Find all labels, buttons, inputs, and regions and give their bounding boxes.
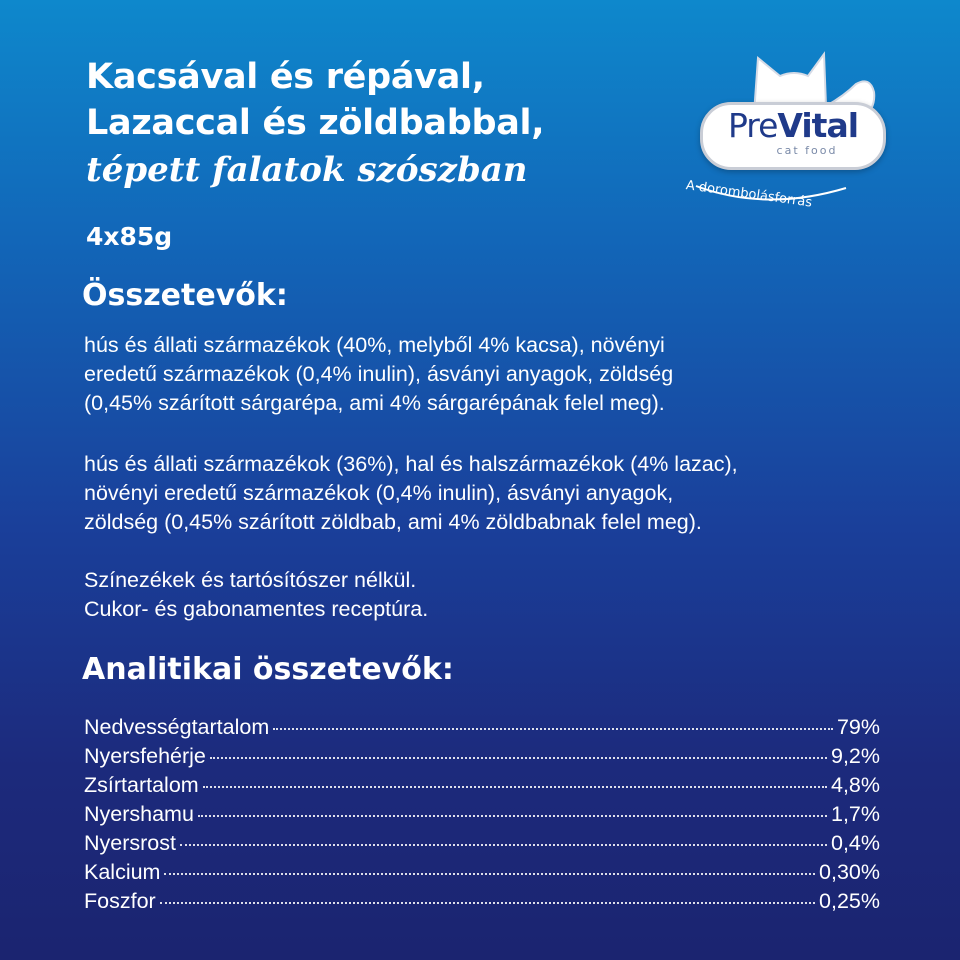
analysis-name: Nyersrost <box>84 831 176 855</box>
title-line-2: Lazaccal és zöldbabbal, <box>86 103 545 143</box>
analysis-row <box>84 742 880 771</box>
analysis-row <box>84 887 880 916</box>
ingredients-p2-line: növényi eredetű származékok (0,4% inulin), ásványi anyagok, <box>84 481 674 505</box>
analysis-value: 9,2% <box>830 744 880 768</box>
ingredients-p1-line: eredetű származékok (0,4% inulin), ásványi anyagok, zöldség <box>84 362 674 386</box>
dot-leader <box>160 901 815 904</box>
title-line-3: tépett falatok szószban <box>86 150 528 190</box>
dot-leader <box>180 843 827 846</box>
analysis-name: Kalcium <box>84 860 161 884</box>
ingredients-p1-line: (0,45% szárított sárgarépa, ami 4% sárgarépának felel meg). <box>84 391 665 415</box>
logo-subtitle: cat food <box>776 144 838 157</box>
analysis-name: Zsírtartalom <box>84 773 199 797</box>
analysis-name: Foszfor <box>84 889 156 913</box>
dot-leader <box>164 872 815 875</box>
analysis-value: 0,25% <box>819 889 880 913</box>
analysis-value: 1,7% <box>830 802 880 826</box>
analysis-row <box>84 858 880 887</box>
ingredients-p2-line: zöldség (0,45% szárított zöldbab, ami 4% zöldbabnak felel meg). <box>84 510 702 534</box>
analysis-heading: Analitikai összetevők: <box>82 652 454 687</box>
logo-brand <box>710 106 876 146</box>
analysis-value: 0,30% <box>819 860 880 884</box>
ingredients-p3-line: Cukor- és gabonamentes receptúra. <box>84 597 429 621</box>
ingredients-p2-line: hús és állati származékok (36%), hal és halszármazékok (4% lazac), <box>84 452 738 476</box>
analysis-row <box>84 713 880 742</box>
logo-slogan: A dorombolásforrás <box>684 178 814 211</box>
logo-brand-pre: Pre <box>727 106 778 145</box>
dot-leader <box>198 814 827 817</box>
analysis-row <box>84 800 880 829</box>
analysis-name: Nyersfehérje <box>84 744 206 768</box>
ingredients-p3-line: Színezékek és tartósítószer nélkül. <box>84 568 417 592</box>
analysis-name: Nedvességtartalom <box>84 715 270 739</box>
analysis-value: 0,4% <box>830 831 880 855</box>
logo-brand-vital: Vital <box>777 106 859 145</box>
ingredients-paragraph-2 <box>84 450 914 537</box>
dot-leader <box>203 785 827 788</box>
title-line-1: Kacsával és répával, <box>86 57 485 97</box>
analysis-table <box>84 713 880 916</box>
ingredients-heading: Összetevők: <box>82 278 288 313</box>
ingredients-paragraph-3 <box>84 566 914 624</box>
analysis-row <box>84 771 880 800</box>
ingredients-paragraph-1 <box>84 331 914 418</box>
prevital-logo <box>676 36 896 216</box>
analysis-value: 79% <box>836 715 880 739</box>
dot-leader <box>210 756 827 759</box>
product-title <box>86 54 686 192</box>
package-weight: 4x85g <box>86 222 173 251</box>
dot-leader <box>273 727 833 730</box>
ingredients-p1-line: hús és állati származékok (40%, melyből 4% kacsa), növényi <box>84 333 665 357</box>
analysis-row <box>84 829 880 858</box>
analysis-value: 4,8% <box>830 773 880 797</box>
analysis-name: Nyershamu <box>84 802 194 826</box>
